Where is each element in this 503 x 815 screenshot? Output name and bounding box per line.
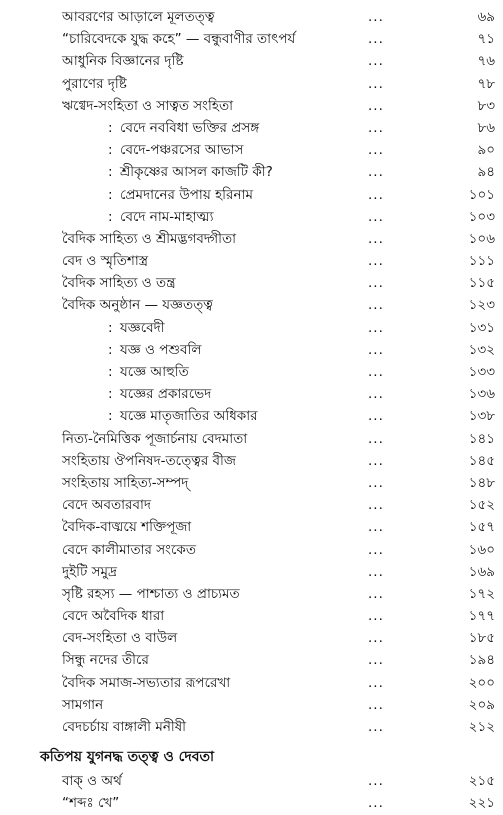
toc-page-number: ১০৩ <box>468 208 495 225</box>
toc-entry-title: বৈদিক-বাঙ্ময়ে শক্তিপূজা <box>62 519 192 536</box>
toc-page-number: ৭১ <box>477 31 495 48</box>
toc-entry-title: সৃষ্টি রহস্য — পাশ্চাত্য ও প্রাচ্যমত <box>62 585 240 602</box>
toc-entry <box>0 361 503 383</box>
toc-page-number: ১৪৫ <box>468 452 495 469</box>
toc-leader-dots: ... <box>368 652 384 669</box>
toc-leader-dots: ... <box>368 719 384 735</box>
toc-leader-dots: ... <box>368 386 384 403</box>
toc-leader-dots: ... <box>368 31 384 48</box>
toc-leader-dots: ... <box>368 97 384 114</box>
toc-leader-dots: ... <box>368 9 384 25</box>
toc-leader-dots: ... <box>368 275 384 292</box>
toc-page-number: ১৮৫ <box>468 630 495 647</box>
toc-page-number: ৯৪ <box>477 164 495 181</box>
toc-page-number: ১১১ <box>468 253 495 270</box>
table-of-contents <box>0 6 503 815</box>
toc-page-number: ১৩৩ <box>468 364 495 380</box>
toc-leader-dots: ... <box>368 408 384 425</box>
toc-page-number: ২০০ <box>468 674 495 691</box>
toc-page-number: ১৭৭ <box>468 608 495 625</box>
toc-entry-title: বেদে অবৈদিক ধারা <box>62 608 165 625</box>
toc-leader-dots: ... <box>368 541 384 558</box>
toc-entry <box>0 472 503 494</box>
toc-entry-title: বেদে নাম-মাহাত্ম্য <box>120 208 214 225</box>
toc-leader-dots: ... <box>368 474 384 491</box>
toc-leader-dots: ... <box>368 519 384 536</box>
toc-entry <box>0 770 503 792</box>
toc-page-number: ১৫২ <box>468 497 495 514</box>
toc-leader-dots: ... <box>368 795 384 812</box>
toc-leader-dots: ... <box>368 563 384 580</box>
toc-entry <box>0 716 503 738</box>
toc-page-number: ১৩২ <box>468 341 495 358</box>
sub-entry-marker: : <box>108 386 113 403</box>
toc-leader-dots: ... <box>368 208 384 225</box>
toc-leader-dots: ... <box>368 186 384 203</box>
section-heading-title: কতিপয় যুগনদ্ধ তত্ত্ব ও দেবতা <box>40 749 215 766</box>
sub-entry-marker: : <box>108 364 113 380</box>
toc-entry-title: আধুনিক বিজ্ঞানের দৃষ্টি <box>62 53 184 70</box>
toc-page-number: ১১৫ <box>468 275 495 292</box>
toc-entry-title: “চারিবেদকে যুদ্ধ কহে” — বন্ধুবাণীর তাৎপর্য <box>62 31 296 48</box>
toc-entry <box>0 450 503 472</box>
toc-page-number: ১২৩ <box>468 297 495 314</box>
toc-page-number: ৯০ <box>477 142 495 159</box>
toc-entry-title: ঋগ্বেদ-সংহিতা ও সাত্বত সংহিতা <box>62 97 233 114</box>
sub-entry-marker: : <box>108 186 113 203</box>
toc-page-number: ১৩৬ <box>468 386 495 403</box>
toc-leader-dots: ... <box>368 452 384 469</box>
sub-entry-marker: : <box>108 142 113 159</box>
toc-page-number: ১০৬ <box>468 230 495 247</box>
toc-entry <box>0 405 503 427</box>
toc-leader-dots: ... <box>368 53 384 70</box>
toc-entry <box>0 539 503 561</box>
toc-page-number: ১৬০ <box>468 541 495 558</box>
toc-page-number: ১৪৮ <box>468 474 495 491</box>
toc-page-number: ১৯৪ <box>468 652 495 669</box>
toc-leader-dots: ... <box>368 773 384 790</box>
toc-entry-title: বেদে কালীমাতার সংকেত <box>62 541 196 558</box>
toc-entry-title: বেদে-পঞ্চরসের আভাস <box>120 142 244 159</box>
toc-entry <box>0 184 503 206</box>
toc-entry-title: যজ্ঞবেদী <box>120 319 165 336</box>
sub-entry-marker: : <box>108 341 113 358</box>
toc-leader-dots: ... <box>368 630 384 647</box>
toc-entry <box>0 649 503 671</box>
toc-entry-title: পুরাণের দৃষ্টি <box>62 75 127 92</box>
sub-entry-marker: : <box>108 408 113 425</box>
toc-leader-dots: ... <box>368 253 384 270</box>
toc-entry-title: “শব্দঃ খে” <box>62 795 120 812</box>
toc-entry <box>0 294 503 316</box>
toc-entry <box>0 117 503 139</box>
toc-entry <box>0 317 503 339</box>
section-heading <box>0 744 503 770</box>
toc-entry <box>0 50 503 72</box>
toc-leader-dots: ... <box>368 341 384 358</box>
toc-entry <box>0 6 503 28</box>
toc-leader-dots: ... <box>368 497 384 514</box>
toc-page-number: ১৬৯ <box>468 563 495 580</box>
toc-entry <box>0 428 503 450</box>
toc-entry-title: বেদ-সংহিতা ও বাউল <box>62 630 178 647</box>
toc-entry-title: যজ্ঞে আহুতি <box>120 364 189 380</box>
toc-entry <box>0 694 503 716</box>
toc-page-number: ১৫৭ <box>468 519 495 536</box>
sub-entry-marker: : <box>108 119 113 136</box>
toc-entry <box>0 494 503 516</box>
toc-page-number: ৭৬ <box>477 53 495 70</box>
toc-entry <box>0 228 503 250</box>
toc-entry <box>0 792 503 814</box>
toc-entry-title: বৈদিক অনুষ্ঠান — যজ্ঞতত্ত্ব <box>62 297 213 314</box>
toc-leader-dots: ... <box>368 297 384 314</box>
toc-page-number: ৮৩ <box>477 97 495 114</box>
toc-entry <box>0 250 503 272</box>
toc-page-number: ১০১ <box>468 186 495 203</box>
toc-entry-title: বেদ ও স্মৃতিশাস্ত্র <box>62 253 149 270</box>
toc-entry-title: বৈদিক সমাজ-সভ্যতার রূপরেখা <box>62 674 231 691</box>
toc-leader-dots: ... <box>368 585 384 602</box>
toc-entry <box>0 561 503 583</box>
toc-leader-dots: ... <box>368 674 384 691</box>
toc-entry-title: সিন্ধু নদের তীরে <box>62 652 149 669</box>
toc-leader-dots: ... <box>368 164 384 181</box>
sub-entry-marker: : <box>108 208 113 225</box>
toc-entry-title: দুইটি সমুদ্র <box>62 563 118 580</box>
toc-page-number: ২২১ <box>468 795 495 812</box>
toc-page-number: ২১৫ <box>468 773 495 790</box>
toc-page-number: ২১২ <box>468 719 495 735</box>
toc-entry-title: বৈদিক সাহিত্য ও তন্ত্র <box>62 275 176 292</box>
toc-leader-dots: ... <box>368 142 384 159</box>
toc-page-number: ১৩৮ <box>468 408 495 425</box>
toc-leader-dots: ... <box>368 364 384 380</box>
toc-leader-dots: ... <box>368 696 384 713</box>
toc-page-number: ৬৯ <box>477 9 495 25</box>
toc-entry-title: যজ্ঞে মাতৃজাতির অধিকার <box>120 408 258 425</box>
toc-leader-dots: ... <box>368 319 384 336</box>
toc-entry-title: সামগান <box>62 696 104 713</box>
toc-entry-title: বেদে অবতারবাদ <box>62 497 151 514</box>
sub-entry-marker: : <box>108 164 113 181</box>
toc-page-number: ২০৯ <box>468 696 495 713</box>
toc-entry <box>0 28 503 50</box>
toc-entry-title: প্রেমদানের উপায় হরিনাম <box>120 186 253 203</box>
toc-page-number: ১৭২ <box>468 585 495 602</box>
toc-page-number: ১৪১ <box>468 430 495 447</box>
toc-entry <box>0 583 503 605</box>
toc-entry-title: বাক্ ও অর্থ <box>62 773 122 790</box>
toc-entry <box>0 516 503 538</box>
toc-entry <box>0 161 503 183</box>
toc-entry-title: যজ্ঞ ও পশুবলি <box>120 341 202 358</box>
toc-entry-title: বেদচর্চায় বাঙ্গালী মনীষী <box>62 719 187 735</box>
toc-entry-title: আবরণের আড়ালে মূলতত্ত্ব <box>62 9 215 25</box>
toc-leader-dots: ... <box>368 608 384 625</box>
toc-entry-title: বৈদিক সাহিত্য ও শ্রীমদ্ভগবদ্গীতা <box>62 230 237 247</box>
toc-entry <box>0 627 503 649</box>
toc-leader-dots: ... <box>368 430 384 447</box>
toc-entry <box>0 206 503 228</box>
toc-entry <box>0 95 503 117</box>
toc-entry-title: বেদে নববিধা ভক্তির প্রসঙ্গ <box>120 119 260 136</box>
toc-entry <box>0 383 503 405</box>
toc-entry <box>0 605 503 627</box>
toc-leader-dots: ... <box>368 119 384 136</box>
toc-leader-dots: ... <box>368 75 384 92</box>
toc-entry <box>0 672 503 694</box>
toc-leader-dots: ... <box>368 230 384 247</box>
toc-page-number: ৮৬ <box>477 119 495 136</box>
toc-entry-title: যজ্ঞের প্রকারভেদ <box>120 386 212 403</box>
toc-entry-title: সংহিতায় সাহিত্য-সম্পদ্ <box>62 474 189 491</box>
sub-entry-marker: : <box>108 319 113 336</box>
toc-page-number: ৭৮ <box>477 75 495 92</box>
toc-entry <box>0 339 503 361</box>
toc-entry <box>0 272 503 294</box>
toc-entry-title: সংহিতায় ঔপনিষদ-তত্ত্বের বীজ <box>62 452 236 469</box>
toc-entry <box>0 73 503 95</box>
toc-page-number: ১৩১ <box>468 319 495 336</box>
toc-entry-title: শ্রীকৃষ্ণের আসল কাজটি কী? <box>120 164 273 181</box>
toc-entry <box>0 139 503 161</box>
toc-entry-title: নিত্য-নৈমিত্তিক পূজার্চনায় বেদমাতা <box>62 430 248 447</box>
